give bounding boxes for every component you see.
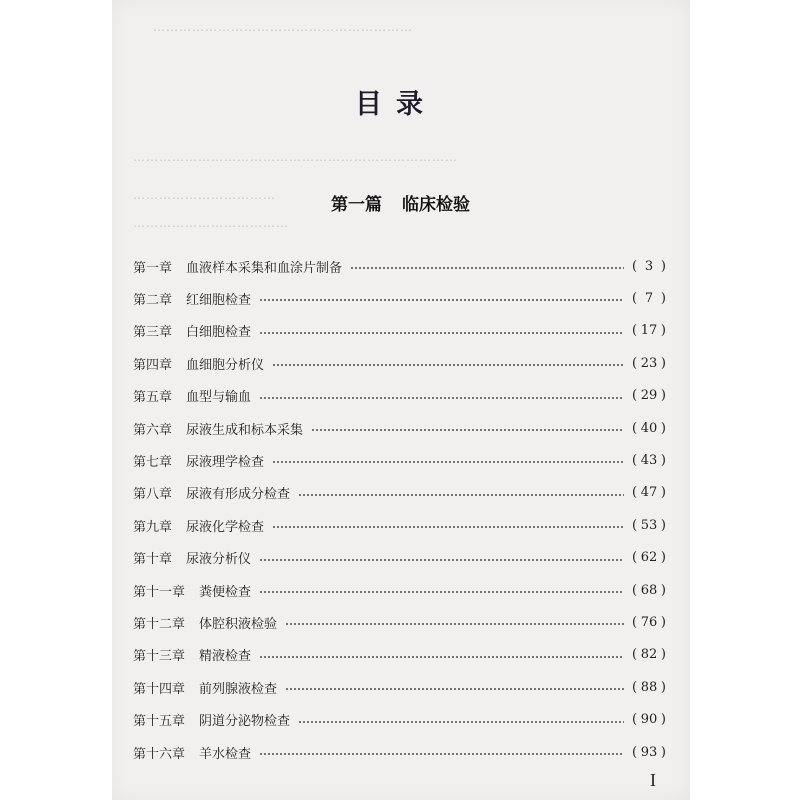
toc-entry[interactable] xyxy=(133,321,666,341)
paren-open: ( xyxy=(632,452,638,468)
page-ref-number: 76 xyxy=(640,614,658,630)
toc-entry[interactable] xyxy=(133,515,666,535)
page-ref xyxy=(632,518,666,533)
toc-entry[interactable] xyxy=(133,483,666,503)
dot-leader xyxy=(259,299,624,301)
paren-open: ( xyxy=(632,258,638,274)
chapter-number: 第五章 xyxy=(133,390,173,406)
paren-open: ( xyxy=(632,355,638,371)
toc-entry[interactable] xyxy=(133,386,666,406)
chapter-title: 尿液化学检查 xyxy=(186,519,265,535)
paren-close: ) xyxy=(660,744,666,760)
paren-close: ) xyxy=(660,582,666,598)
bleed-through-text: ……………………………… xyxy=(132,216,288,230)
toc-entry[interactable] xyxy=(133,742,666,762)
chapter-title: 尿液生成和标本采集 xyxy=(186,422,304,438)
dot-leader xyxy=(259,332,624,334)
toc-entry[interactable] xyxy=(133,710,666,730)
dot-leader xyxy=(272,526,624,528)
page-ref-number: 68 xyxy=(640,582,658,598)
page-ref xyxy=(632,550,666,565)
paren-open: ( xyxy=(632,712,638,728)
chapter-number: 第十四章 xyxy=(133,681,186,697)
dot-leader xyxy=(259,656,624,658)
toc-entry[interactable] xyxy=(133,353,666,373)
chapter-number: 第七章 xyxy=(133,454,173,470)
dot-leader xyxy=(272,461,624,463)
paren-open: ( xyxy=(632,614,638,630)
dot-leader xyxy=(311,429,624,431)
section-heading xyxy=(331,190,470,215)
bleed-through-text: …………………………… xyxy=(132,188,275,202)
chapter-number: 第十三章 xyxy=(133,649,186,665)
dot-leader xyxy=(272,364,624,366)
page-ref xyxy=(632,453,666,468)
chapter-title: 阴道分泌物检查 xyxy=(199,714,291,730)
page-ref xyxy=(632,615,666,630)
toc-entry[interactable] xyxy=(133,612,666,632)
page-ref xyxy=(632,712,666,727)
toc-entry[interactable] xyxy=(133,677,666,697)
toc-entry[interactable] xyxy=(133,645,666,665)
paren-close: ) xyxy=(660,712,666,728)
chapter-title: 羊水检查 xyxy=(199,746,252,762)
page-ref xyxy=(632,583,666,598)
paren-close: ) xyxy=(660,323,666,339)
page-ref-number: 62 xyxy=(640,550,658,566)
dot-leader xyxy=(298,721,624,723)
dot-leader xyxy=(285,623,624,625)
chapter-title: 红细胞检查 xyxy=(186,292,252,308)
paren-open: ( xyxy=(632,647,638,663)
chapter-title: 血液样本采集和血涂片制备 xyxy=(186,260,343,276)
toc-entry[interactable] xyxy=(133,256,666,276)
page-ref-number: 3 xyxy=(644,258,654,274)
paren-close: ) xyxy=(660,258,666,274)
page-ref-number: 43 xyxy=(640,452,658,468)
paren-close: ) xyxy=(660,290,666,306)
page-ref xyxy=(632,259,666,274)
page-ref-number: 47 xyxy=(640,485,658,501)
paren-open: ( xyxy=(632,582,638,598)
dot-leader xyxy=(259,559,624,561)
paren-close: ) xyxy=(660,550,666,566)
dot-leader xyxy=(259,397,624,399)
chapter-number: 第十二章 xyxy=(133,616,186,632)
chapter-number: 第四章 xyxy=(133,357,173,373)
paren-open: ( xyxy=(632,323,638,339)
chapter-title: 尿液理学检查 xyxy=(186,454,265,470)
page-ref-number: 88 xyxy=(640,679,658,695)
toc-entry[interactable] xyxy=(133,418,666,438)
chapter-title: 血细胞分析仪 xyxy=(186,357,265,373)
paren-open: ( xyxy=(632,679,638,695)
page-title: 目录 xyxy=(355,89,437,120)
chapter-title: 尿液分析仪 xyxy=(186,552,252,568)
page-ref xyxy=(632,745,666,760)
page-ref xyxy=(632,291,666,306)
page-number: I xyxy=(650,770,656,790)
chapter-title: 体腔积液检验 xyxy=(199,616,278,632)
bleed-through-text: …………………………………………………… xyxy=(152,20,412,34)
dot-leader xyxy=(259,591,624,593)
page-ref xyxy=(632,388,666,403)
dot-leader xyxy=(285,688,624,690)
toc-entry[interactable] xyxy=(133,580,666,600)
paren-close: ) xyxy=(660,485,666,501)
chapter-number: 第八章 xyxy=(133,487,173,503)
page-ref xyxy=(632,680,666,695)
page-ref-number: 93 xyxy=(640,744,658,760)
paren-open: ( xyxy=(632,290,638,306)
paren-close: ) xyxy=(660,355,666,371)
paren-close: ) xyxy=(660,388,666,404)
chapter-title: 粪便检查 xyxy=(199,584,252,600)
page-ref xyxy=(632,485,666,500)
chapter-number: 第十章 xyxy=(133,552,173,568)
chapter-number: 第三章 xyxy=(133,325,173,341)
chapter-title: 尿液有形成分检查 xyxy=(186,487,291,503)
dot-leader xyxy=(350,267,624,269)
page-ref-number: 29 xyxy=(640,388,658,404)
paren-open: ( xyxy=(632,744,638,760)
page-ref-number: 90 xyxy=(640,712,658,728)
chapter-title: 前列腺液检查 xyxy=(199,681,278,697)
page-ref-number: 82 xyxy=(640,647,658,663)
page-ref-number: 7 xyxy=(644,290,654,306)
chapter-number: 第六章 xyxy=(133,422,173,438)
paren-open: ( xyxy=(632,517,638,533)
section-part: 第一篇 xyxy=(331,195,382,215)
page-ref xyxy=(632,421,666,436)
page-ref-number: 23 xyxy=(640,355,658,371)
toc-entry[interactable] xyxy=(133,288,666,308)
chapter-number: 第十六章 xyxy=(133,746,186,762)
chapter-title: 白细胞检查 xyxy=(186,325,252,341)
paren-close: ) xyxy=(660,614,666,630)
paren-open: ( xyxy=(632,388,638,404)
paren-close: ) xyxy=(660,452,666,468)
page-ref-number: 53 xyxy=(640,517,658,533)
page-ref xyxy=(632,356,666,371)
dot-leader xyxy=(259,753,624,755)
paren-open: ( xyxy=(632,420,638,436)
paren-close: ) xyxy=(660,517,666,533)
paren-close: ) xyxy=(660,679,666,695)
chapter-title: 精液检查 xyxy=(199,649,252,665)
section-name: 临床检验 xyxy=(402,195,470,215)
chapter-number: 第十五章 xyxy=(133,714,186,730)
bleed-through-text: ………………………………………………………………… xyxy=(132,150,457,164)
paren-close: ) xyxy=(660,420,666,436)
toc-entry[interactable] xyxy=(133,548,666,568)
paren-close: ) xyxy=(660,647,666,663)
dot-leader xyxy=(298,494,624,496)
chapter-number: 第九章 xyxy=(133,519,173,535)
chapter-number: 第二章 xyxy=(133,292,173,308)
paren-open: ( xyxy=(632,485,638,501)
page-ref xyxy=(632,647,666,662)
chapter-number: 第一章 xyxy=(133,260,173,276)
chapter-title: 血型与输血 xyxy=(186,390,252,406)
page-ref-number: 17 xyxy=(640,323,658,339)
page-ref xyxy=(632,323,666,338)
page-ref-number: 40 xyxy=(640,420,658,436)
chapter-number: 第十一章 xyxy=(133,584,186,600)
toc-entry[interactable] xyxy=(133,450,666,470)
paren-open: ( xyxy=(632,550,638,566)
